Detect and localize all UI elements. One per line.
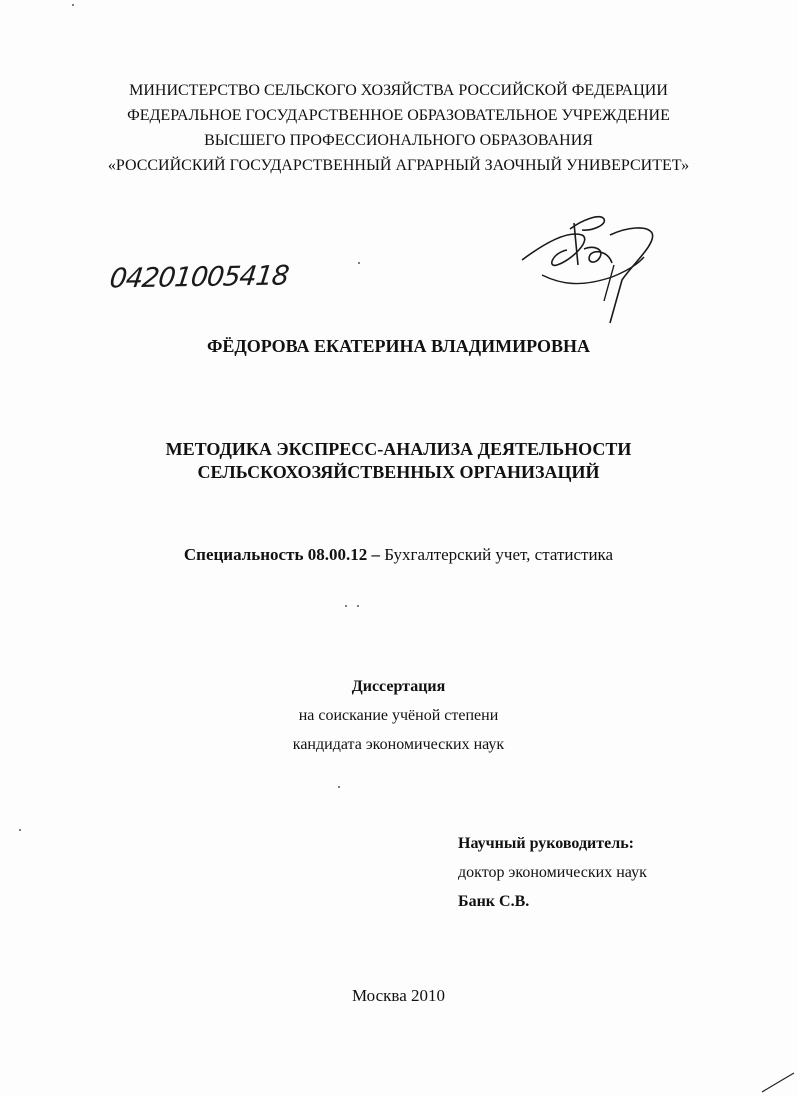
header-line-ministry: МИНИСТЕРСТВО СЕЛЬСКОГО ХОЗЯЙСТВА РОССИЙСКОЙ ФЕДЕРАЦИИ: [129, 82, 668, 99]
dissertation-degree-line-2: кандидата экономических наук: [292, 736, 505, 753]
scan-speck: [72, 4, 74, 6]
handwritten-registration-number: 04201005418: [107, 260, 291, 295]
title-line-2: СЕЛЬСКОХОЗЯЙСТВЕННЫХ ОРГАНИЗАЦИЙ: [197, 462, 600, 482]
institution-header: [0, 78, 797, 178]
supervisor-block: [458, 829, 647, 916]
supervisor-name: Банк С.В.: [458, 893, 530, 910]
title-line-1: МЕТОДИКА ЭКСПРЕСС-АНАЛИЗА ДЕЯТЕЛЬНОСТИ: [165, 439, 632, 459]
dissertation-title: [0, 438, 797, 484]
specialty-label: Специальность 08.00.12 –: [183, 545, 380, 564]
scan-speck: [357, 605, 359, 607]
signature-icon: [512, 205, 662, 330]
dissertation-heading: Диссертация: [351, 678, 446, 695]
header-line-education-level: ВЫСШЕГО ПРОФЕССИОНАЛЬНОГО ОБРАЗОВАНИЯ: [204, 132, 593, 149]
supervisor-heading: Научный руководитель:: [458, 835, 634, 852]
specialty-line: [0, 544, 797, 566]
scan-speck: [19, 829, 21, 831]
author-name: ФЁДОРОВА ЕКАТЕРИНА ВЛАДИМИРОВНА: [206, 336, 591, 356]
scan-speck: [358, 262, 360, 264]
specialty-value: Бухгалтерский учет, статистика: [379, 545, 614, 564]
header-line-university: «РОССИЙСКИЙ ГОСУДАРСТВЕННЫЙ АГРАРНЫЙ ЗАОЧНЫЙ УНИВЕРСИТЕТ»: [107, 157, 690, 174]
dissertation-block: [0, 672, 797, 759]
dissertation-degree-line-1: на соискание учёной степени: [298, 707, 499, 724]
scan-speck: [345, 605, 347, 607]
pen-stroke-icon: [758, 1070, 797, 1095]
scan-speck: [338, 786, 340, 788]
header-line-institution-type: ФЕДЕРАЛЬНОЕ ГОСУДАРСТВЕННОЕ ОБРАЗОВАТЕЛЬНОЕ УЧРЕЖДЕНИЕ: [127, 107, 670, 124]
supervisor-degree: доктор экономических наук: [458, 864, 647, 881]
city-year: Москва 2010: [351, 986, 446, 1005]
